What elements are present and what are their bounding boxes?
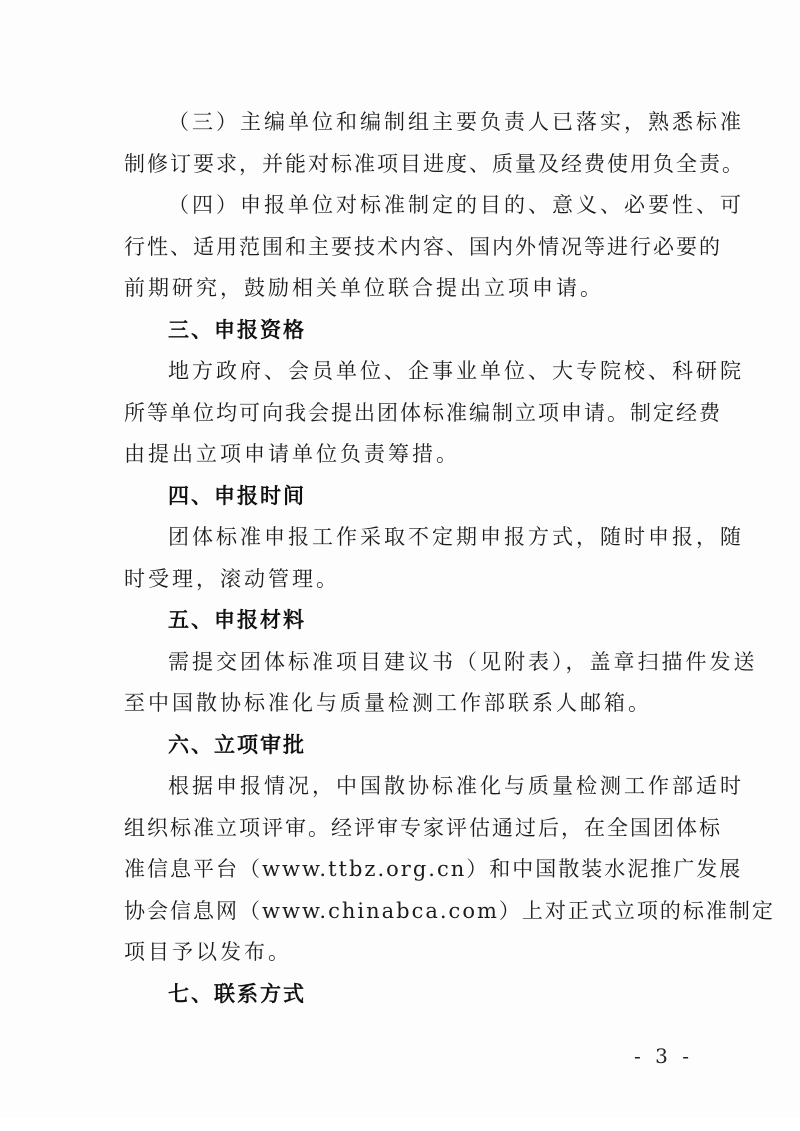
section-heading-contact: 七、联系方式 — [168, 981, 306, 1006]
paragraph-line: 所等单位均可向我会提出团体标准编制立项申请。制定经费 — [124, 400, 722, 425]
document-body — [124, 102, 775, 1015]
paragraph-line: 地方政府、会员单位、企事业单位、大专院校、科研院 — [168, 359, 744, 383]
paragraph-item-4 — [124, 185, 744, 310]
paragraph-line: 团体标准申报工作采取不定期申报方式，随时申报，随 — [168, 525, 744, 549]
paragraph-line: 由提出立项申请单位负责筹措。 — [124, 442, 460, 466]
paragraph-line: 根据申报情况，中国散协标准化与质量检测工作部适时 — [168, 774, 744, 798]
paragraph-approval — [124, 766, 775, 974]
paragraph-line: 前期研究，鼓励相关单位联合提出立项申请。 — [124, 276, 604, 300]
section-heading-materials: 五、申报材料 — [168, 608, 306, 632]
paragraph-time — [124, 517, 744, 600]
paragraph-line: （四）申报单位对标准制定的目的、意义、必要性、可 — [168, 193, 744, 217]
paragraph-line: 行性、适用范围和主要技术内容、国内外情况等进行必要的 — [124, 234, 722, 259]
page-number: - 3 - — [634, 1044, 693, 1068]
paragraph-line: 需提交团体标准项目建议书（见附表），盖章扫描件发送 — [168, 649, 758, 674]
paragraph-line: （三）主编单位和编制组主要负责人已落实，熟悉标准 — [168, 110, 744, 134]
paragraph-line: 组织标准立项评审。经评审专家评估通过后，在全国团体标 — [124, 815, 722, 840]
section-heading-approval: 六、立项审批 — [168, 732, 306, 757]
section-heading-time: 四、申报时间 — [168, 483, 306, 508]
paragraph-line: 准信息平台（www.ttbz.org.cn）和中国散装水泥推广发展 — [124, 857, 743, 881]
paragraph-line: 协会信息网（www.chinabca.com）上对正式立项的标准制定 — [124, 898, 775, 923]
section-heading-eligibility: 三、申报资格 — [168, 317, 306, 342]
paragraph-line: 制修订要求，并能对标准项目进度、质量及经费使用负全责。 — [124, 151, 745, 176]
paragraph-item-3 — [124, 102, 745, 185]
paragraph-eligibility — [124, 351, 744, 476]
paragraph-line: 至中国散协标准化与质量检测工作部联系人邮箱。 — [124, 691, 652, 715]
page-bottom-edge — [0, 1118, 800, 1131]
paragraph-line: 项目予以发布。 — [124, 940, 292, 964]
paragraph-line: 时受理，滚动管理。 — [124, 566, 340, 591]
paragraph-materials — [124, 642, 758, 725]
